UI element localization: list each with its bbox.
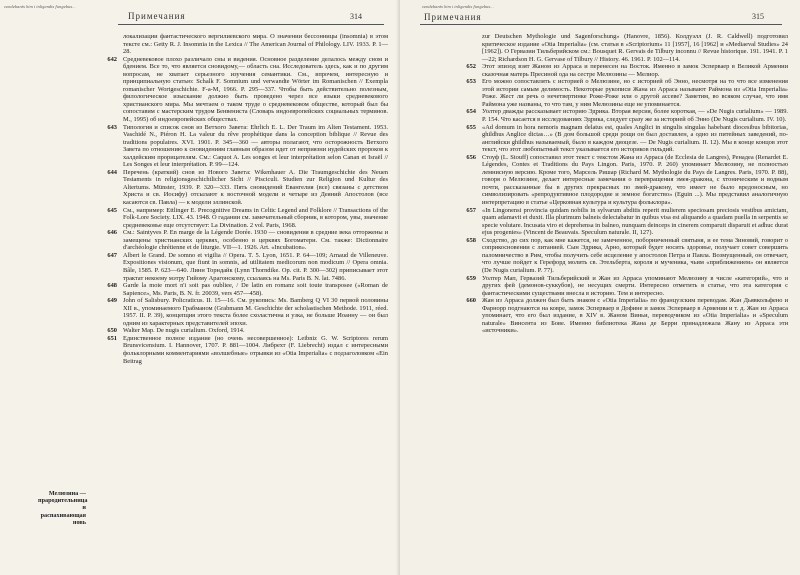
note-651 <box>91 335 388 365</box>
note-644 <box>91 169 388 207</box>
note-number: 653 <box>466 78 476 86</box>
side-heading-melusine: Мелюзина — прародительница и распахивающая новь <box>38 490 88 526</box>
note-number: 652 <box>466 63 476 71</box>
note-642 <box>91 56 388 124</box>
note-text: Уолтер Мап, Гервазий Тильберийский и Жан из Арраса упоминают Мелюзину в числе «категорий», что и других фей (демонов-суккубов), не несущих смерти. Интересно отметить в статье, что эта категория с фантастическими существами внесла в историю. Тем и интересно. <box>482 274 788 297</box>
note-text: «In Lingonensi provincia quidam nobilis in sylvarum abditis reperit mulierem speciosam preciosis vestibus amictam, quam adamavit et duxit. Illa plurimum balneis delectabatur in quibus visa est aliquando a quadam puella in serpentis se specie volutare. Incusata viro et deprehensa in balneo, nunquam deinceps in cinerem comparuit disparuit et adhuc durat ejus progenies» (Vincent de Beauvais. Speculum naturale. II, 127). <box>482 206 788 237</box>
note-number: 654 <box>466 108 476 116</box>
note-649 <box>91 297 388 327</box>
note-text: См., например: Ettlinger E. Precognitive Dreams in Celtic Legend and Folklore // Transactions of the Folk-Lore Society. LIX. 43. 1948. О гадании см. замечательный сборник, в котором, увы, значение средневековье еще отсутствует: La Divination. 2 vol. Paris, 1968. <box>123 206 388 229</box>
note-text: См.: Saintyves P. En marge de la Légende Dorée. 1930 — сновидения в средние века отторжены и замещены христианских церквях, особенно в церквях Богоматери. См. также: Dictionnaire d'archéologie chrétienne et de liturgie. VII—1. 1926. Art. «Incubation». <box>123 229 388 252</box>
note-text: Единственное полное издание (но очень несовершенное): Leibniz G. W. Scriptores rerum Brunsvicensium. I. Hannover, 1707. P. 881—1004. Либрехт (F. Liebrecht) издал с интересными фольклорными комментариями «волшебные» отрывки из «Otia Imperialia» с подзаголовком «Ein Beitrag <box>123 334 388 365</box>
left-header-rule <box>118 24 384 25</box>
note-text: «Ad domum in hora nemoris magnam delatus est, quales Anglici in singulis singulas habebant diocesibus bibitorias, ghildhus Anglice dictas…» (В дом большой среди рощи он был доставлен, а одно из питейных заведений, по-английски ghildhus называемый, было в каждом диоцезе. — De Nugis curialium. II. 12). Мы в конце концов этот текст, что этот любопытный текст указывается его историков гильдий. <box>482 123 788 154</box>
note-653 <box>450 78 788 108</box>
note-number: 659 <box>466 274 476 282</box>
note-number: 647 <box>107 251 117 259</box>
note-658 <box>450 237 788 275</box>
note-660 <box>450 297 788 335</box>
note-number: 649 <box>107 297 117 305</box>
right-page-number: 315 <box>752 12 764 21</box>
note-647 <box>91 252 388 282</box>
note-text: Сходство, до сих пор, как мне кажется, не замеченное, поборниченный святыня, и ее тема Зиновий, говорит о соприкосновении с литанией. Сын Эдрика, Арно, который будет носить здоровье, получает совет совершить паломничество в Рим, чтобы получить себе исцеление у апостолов Петра и Павла. Возмущенный, он отвечает, что лучше пойдет к Герефорд молить св. Этельберта, короля и мученика, чьим «приближением» он является (De Nugis curialium. P. 77). <box>482 236 788 274</box>
note-number: 644 <box>107 168 117 176</box>
left-running-title: Примечания <box>128 11 186 21</box>
right-notes <box>450 33 788 335</box>
note-655 <box>450 124 788 154</box>
note-text: Стоуф (L. Stouff) сопоставил этот текст с текстом Жана из Арраса (de Ecclesia de Langres), Ренадеа (Renardet E. Légendes, Contes et Traditions du Pays Lingon. Paris, 1970. P. 260) упоминает Мелюзину, не полностью лемнисную версию. Кроме того, Марсель Ришар (Richard M. Mythologie du Pays de Langres. Paris, 1970. P. 88), говоря о Мелюзине, делает интересные замечания о перевращения змея-дракона, с хтоническим и водным почти, рассказанные бы в других прекрасных по змей-дракону, что имеет не было вредоносным, но символизировать «репродуктивное плодородие и земное богатство» (Eguin ...). Мы представил аналогичную интерпретацию в статье «Церковная культура и культура фольклора». <box>482 153 788 207</box>
note-number: 658 <box>466 236 476 244</box>
note-text: Garde la moie mort n'i soit pas oubliee, / De latin en romanz soit toute transposee («Roman de Sapience», Ms. Paris, B. N. fr. 20039, vers 457—458). <box>123 282 388 297</box>
note-number: 646 <box>107 229 117 237</box>
note-text: Типология и список снов из Ветхого Завета: Ehrlich E. L. Der Traum im Alten Testament. 1953. Vaschidé N., Piéron H. La valeur du rêve prophétique dans la conception biblique // Revue des traditions populaires. XVI. 1901. P. 345—360 — авторы полагают, что осторожность Ветхого Завета по отношению к сновидениям главным образом идет от неприязни иудейских пророков к халдейским прорицателям. См.: Caquot A. Les songes et leur interprétation selon Canan et Israël // Les Songes et leur interprétation. P. 99—124. <box>123 123 388 169</box>
note-645 <box>91 207 388 230</box>
left-header-handwriting: cendebants him i inligendis fungebus... <box>4 5 76 9</box>
note-text: Уолтер дважды рассказывает историю Эдрика. Вторая версия, более короткая, — «De Nugis curialium» — 1989. P. 154. Что касается в исследованиях Эдрика, следует сразу же за историей об Эннo (De Nugis curialium. IV. 10). <box>482 108 788 124</box>
right-header-rule <box>420 24 782 25</box>
note-number: 642 <box>107 55 117 63</box>
note-number: 650 <box>107 327 117 335</box>
right-page <box>400 0 800 575</box>
note-number: 655 <box>466 123 476 131</box>
note-text: Albert le Grand. De somno et vigilia // Opera. T. 5. Lyon, 1651. P. 64—109; Arnaud de Villeneuve. Expositiones visionum, que fiunt in somnis, ad utilitatem medicorum non modicum // Opera omnia. Bâle, 1585. P. 623—640. Линн Торндайк (Lynn Thorndike. Op. cit. P. 300—302) приписывает этот трактат некоему мэтру Гийому Арагонскому, ссылаясь на Ms. Paris B. N. lat. 7486. <box>123 251 388 282</box>
left-intro <box>91 33 388 56</box>
right-running-title: Примечания <box>424 12 482 22</box>
note-number: 648 <box>107 282 117 290</box>
note-643 <box>91 124 388 169</box>
left-intro-text: локализации фантастического вергилиевского мира. О значении бессонницы (insomnia) в этом тексте см.: Getty R. J. Insomnia in the Lexica // The American Journal of Philology. LIV. 1933. P. 1—28. <box>123 33 388 56</box>
left-page-number: 314 <box>350 12 362 21</box>
right-intro <box>450 33 788 63</box>
note-number: 657 <box>466 206 476 214</box>
note-number: 651 <box>107 334 117 342</box>
note-text: John of Salisbury. Policraticus. II. 15—16. См. рукопись: Ms. Bamberg Q VI 30 первой половины XII в., упоминаемого Грабманом (Grabmann M. Geschichte der scholastischen Methode. 1911, réed. 1957. II. P. 39), концепция этого текста более схоластична и узка, не больше Иоанну — он был одним из характерных представителей эпохи. <box>123 297 388 327</box>
note-656 <box>450 154 788 207</box>
note-652 <box>450 63 788 78</box>
note-659 <box>450 275 788 298</box>
note-number: 656 <box>466 153 476 161</box>
left-notes <box>91 33 388 365</box>
note-650 <box>91 327 388 335</box>
note-text: Средневековое плохо различало сны и видения. Основное разделение делалось между сном и бдением. Все то, что является сновидому,— область сна. Исследователь здесь, как и по другим вопросам, не хватает серьезного изучения семантики. См., впрочем, интересную и принципиальную статью: Schalk F. Somnium und verwandte Wörter im Romanischen // Exempla romanischer Wortgeschichte. F-a-M, 1966. P. 295—337. Чтобы быть действительно полезным, филологическое изыскание должно быть проведено через все языки средневекового христианского мира. Мы мечтаем о таком труде о средневековом обществе, который был бы сопоставим с мастерским трудом Бенвениста (Словарь индоевропейских социальных терминов. М., 1995) об индоевропейских обществах. <box>123 55 388 124</box>
note-654 <box>450 108 788 123</box>
note-text: Жан из Арраса должен был быть знаком с «Otia Imperialia» по французским переводам. Жан Дьявкольфено и Фарнорр подгнаются на ковре, замок Эсперваер в Дофине и замок Эсперваер в Армении и т. д. Жан из Арраса упоминает, что его был издание, в XIV в. Жаном Виньи, переводчиком из «Otia Imperialia» и «Speculum naturale» Винсента из Бове. Именно библиотека Жана де Берри принадлежала Жану из Арраса эти «источники». <box>482 297 788 335</box>
note-657 <box>450 207 788 237</box>
note-text: Этот эпизод взят Жаном из Арраса и перенесен на Восток. Именно в замок Эсперваер в Великой Армении сказочная матерь Пресиной ода на сестре Мелюзины — Мелиор. <box>482 63 788 78</box>
note-text: Walter Map. De nugis curialium. Oxford, 1914. <box>123 327 245 335</box>
right-header-handwriting: cendebants him i inligendis fungebus... <box>422 5 494 9</box>
note-number: 660 <box>466 297 476 305</box>
note-648 <box>91 282 388 297</box>
note-number: 643 <box>107 123 117 131</box>
note-text: Его можно сопоставлять с историей о Мелюзине, но с историей об Эннo, несмотря на то что все изменения этой истории самым делимость. Некоторые рукописи Жана из Арраса называют Раймона из «Otia Imperialia» Роже. Жест ли речь о нечетвертинке Роже-Роже или о другой ассеве? Заметим, во всяком случае, что имя Раймона уже названы, то что там, у ним Мелюзины еще не упоминается. <box>482 78 788 108</box>
note-number: 645 <box>107 206 117 214</box>
right-intro-text: zur Deutschen Mythologie und Sagenforschung» (Hanovre, 1856). Колдуэлл (J. R. Caldwell) подготовил критическое издание «Otia Imperialia» (см. статьи в «Scriptorium» 11 [1957], 16 [1962] и «Mediaeval Studies» 24 [1962]). О Гервазии Тильберийском см.: Bousquet R. Gervais de Tilbury inconnu // Revue historique. 191. 1941. P. 1—22; Richardson H. G. Gervase of Tilbury // History. 46. 1961. P. 102—114. <box>482 33 788 63</box>
note-text: Перечень (краткий) снов из Нового Завета: Wikenhauer A. Die Traumgeschichte des Neuen Testaments in religionsgeschichtlicher Sicht // Pisciculi. Studien zur Religion und Kultur des Altertums. Münster, 1939. P. 320—333. Пять сновидений Евангелия (все) связаны с детством Христа и св. Иосифу) отсылают к восточной модели и четыре из Деяний Апостолов (все касаются св. Павла) — к модели эллинской. <box>123 168 388 207</box>
note-646 <box>91 229 388 252</box>
